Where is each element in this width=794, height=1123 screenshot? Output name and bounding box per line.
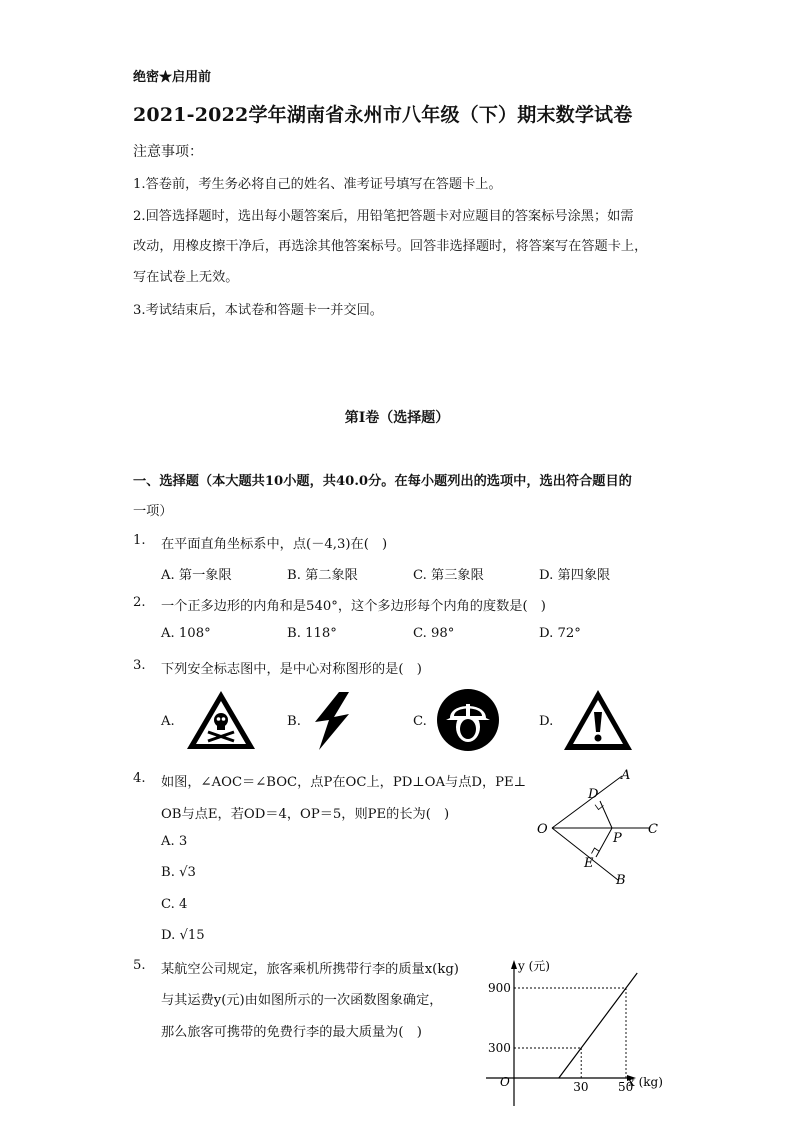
question-2-text: 一个正多边形的内角和是540°，这个多边形每个内角的度数是( )	[161, 599, 546, 614]
question-3-option-a: A.	[161, 714, 175, 729]
question-5-line-2: 与其运费y(元)由如图所示的一次函数图象确定，	[161, 993, 443, 1008]
y-tick-label-300: 300	[488, 1041, 511, 1055]
part-heading-line-2: 一项）	[133, 504, 173, 519]
question-5-line-1: 某航空公司规定，旅客乘机所携带行李的质量x(kg)	[161, 962, 459, 977]
part-heading-line-1: 一、选择题（本大题共10小题，共40.0分。在每小题列出的选项中，选出符合题目的	[133, 474, 632, 489]
function-line	[559, 973, 637, 1078]
x-tick-label-30: 30	[573, 1080, 589, 1094]
question-4-option-a: A. 3	[161, 834, 188, 849]
question-1-option-d: D. 第四象限	[539, 568, 611, 583]
x-axis-label: x (kg)	[628, 1075, 663, 1089]
question-1-option-a: A. 第一象限	[161, 568, 232, 583]
confidential-label: 绝密★启用前	[133, 70, 212, 85]
question-1-option-c: C. 第三象限	[413, 568, 484, 583]
notice-item-3: 3.考试结束后，本试卷和答题卡一并交回。	[133, 303, 383, 318]
label-p: P	[613, 831, 622, 846]
notice-item-2-line-1: 2.回答选择题时，选出每小题答案后，用铅笔把答题卡对应题目的答案标号涂黑；如需	[133, 209, 634, 224]
x-tick-label-50: 50	[618, 1080, 634, 1094]
label-b: B	[616, 873, 626, 888]
question-4-option-b: B. √3	[161, 865, 196, 880]
question-2-option-d: D. 72°	[539, 626, 581, 641]
question-2-option-b: B. 118°	[287, 626, 337, 641]
origin-label: O	[500, 1075, 510, 1089]
question-3-number: 3.	[133, 658, 146, 673]
notice-item-2-line-3: 写在试卷上无效。	[133, 270, 239, 285]
question-3-option-c: C.	[413, 714, 427, 729]
question-2-option-c: C. 98°	[413, 626, 455, 641]
question-4-number: 4.	[133, 771, 146, 786]
lightning-icon	[309, 690, 355, 752]
label-e: E	[584, 856, 594, 871]
question-5-line-3: 那么旅客可携带的免费行李的最大质量为( )	[161, 1025, 422, 1040]
exam-title: 2021-2022学年湖南省永州市八年级（下）期末数学试卷	[133, 104, 633, 126]
question-2-option-a: A. 108°	[161, 626, 211, 641]
label-d: D	[588, 787, 599, 802]
question-3-option-d: D.	[539, 714, 554, 729]
question-4-option-d: D. √15	[161, 928, 205, 943]
label-a: A	[621, 768, 631, 783]
question-1-number: 1.	[133, 533, 146, 548]
y-tick-label-900: 900	[488, 981, 511, 995]
question-3-option-b: B.	[287, 714, 301, 729]
volume-title: 第I卷（选择题）	[344, 410, 450, 426]
question-1-option-b: B. 第二象限	[287, 568, 358, 583]
notice-heading: 注意事项：	[133, 144, 203, 160]
hard-hat-icon	[436, 688, 500, 752]
skull-warning-icon	[184, 688, 258, 752]
y-axis-label: y (元)	[518, 959, 550, 973]
question-1-text: 在平面直角坐标系中，点(－4,3)在( )	[161, 537, 388, 552]
label-c: C	[648, 822, 658, 837]
angle-bisector-figure	[530, 766, 670, 890]
notice-item-1: 1.答卷前，考生务必将自己的姓名、准考证号填写在答题卡上。	[133, 177, 502, 192]
question-3-text: 下列安全标志图中，是中心对称图形的是( )	[161, 662, 422, 677]
luggage-fee-chart	[480, 952, 670, 1110]
notice-item-2-line-2: 改动，用橡皮擦干净后，再选涂其他答案标号。回答非选择题时，将答案写在答题卡上，	[133, 239, 648, 254]
y-axis-arrow	[511, 960, 517, 969]
exclamation-warning-icon	[562, 688, 634, 752]
label-o: O	[537, 822, 548, 837]
question-4-line-2: OB与点E，若OD＝4，OP＝5，则PE的长为( )	[161, 807, 450, 822]
question-2-number: 2.	[133, 595, 146, 610]
question-4-option-c: C. 4	[161, 897, 188, 912]
question-4-line-1: 如图，∠AOC＝∠BOC，点P在OC上，PD⊥OA与点D，PE⊥	[161, 775, 527, 790]
question-5-number: 5.	[133, 958, 146, 973]
